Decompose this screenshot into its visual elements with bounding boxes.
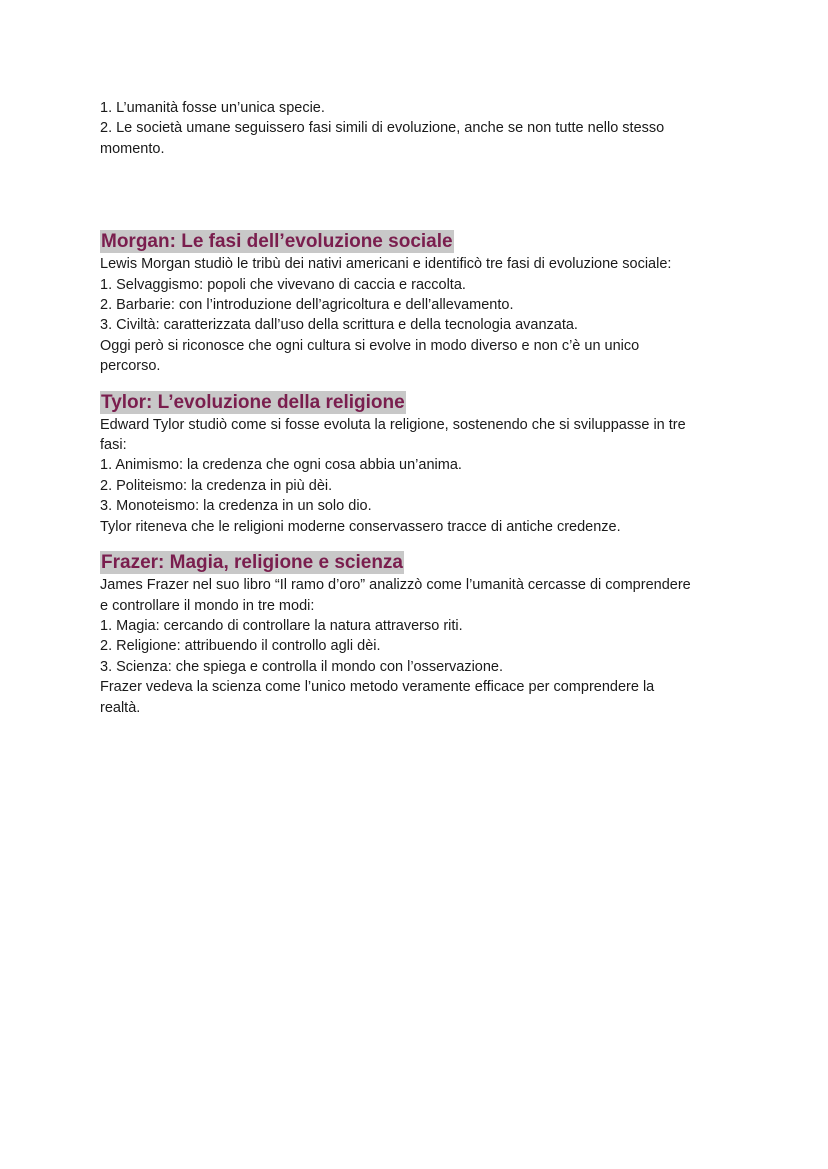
intro-line: 2. Le società umane seguissero fasi simili di evoluzione, anche se non tutte nello stesso [100,120,665,137]
paragraph-line: realtà. [100,699,141,716]
section-heading: Frazer: Magia, religione e scienza [101,552,403,574]
paragraph-line: James Frazer nel suo libro “Il ramo d’oro” analizzò come l’umanità cercasse di comprendere [100,577,691,594]
paragraph-line: Edward Tylor studiò come si fosse evoluta la religione, sostenendo che si sviluppasse in tre [100,416,686,433]
paragraph-line: Frazer vedeva la scienza come l’unico metodo veramente efficace per comprendere la [100,679,655,696]
paragraph-line: Tylor riteneva che le religioni moderne conservassero tracce di antiche credenze. [100,518,621,535]
list-item: 2. Barbarie: con l’introduzione dell’agricoltura e dell’allevamento. [100,297,514,314]
list-item: 2. Politeismo: la credenza in più dèi. [100,477,333,494]
paragraph-line: e controllare il mondo in tre modi: [100,597,315,614]
intro-line: momento. [100,140,165,157]
list-item: 3. Scienza: che spiega e controlla il mondo con l’osservazione. [100,658,504,675]
list-item: 1. Animismo: la credenza che ogni cosa abbia un’anima. [100,457,462,474]
document-page [100,98,740,732]
section-morgan [100,230,740,376]
list-item: 2. Religione: attribuendo il controllo agli dèi. [100,638,381,655]
section-tylor [100,391,740,537]
section-heading: Morgan: Le fasi dell’evoluzione sociale [101,231,453,253]
paragraph-line: percorso. [100,358,161,375]
section-frazer [100,551,740,718]
list-item: 3. Civiltà: caratterizzata dall’uso della scrittura e della tecnologia avanzata. [100,317,578,334]
intro-line: 1. L’umanità fosse un’unica specie. [100,100,325,116]
list-item: 1. Selvaggismo: popoli che vivevano di caccia e raccolta. [100,276,466,293]
paragraph-line: fasi: [100,437,127,454]
list-item: 3. Monoteismo: la credenza in un solo dio. [100,498,372,515]
paragraph-line: Lewis Morgan studiò le tribù dei nativi americani e identificò tre fasi di evoluzione sociale: [100,256,672,273]
paragraph-line: Oggi però si riconosce che ogni cultura si evolve in modo diverso e non c’è un unico [100,337,640,354]
section-heading: Tylor: L’evoluzione della religione [101,391,405,413]
list-item: 1. Magia: cercando di controllare la natura attraverso riti. [100,617,463,634]
intro-list [100,98,740,159]
